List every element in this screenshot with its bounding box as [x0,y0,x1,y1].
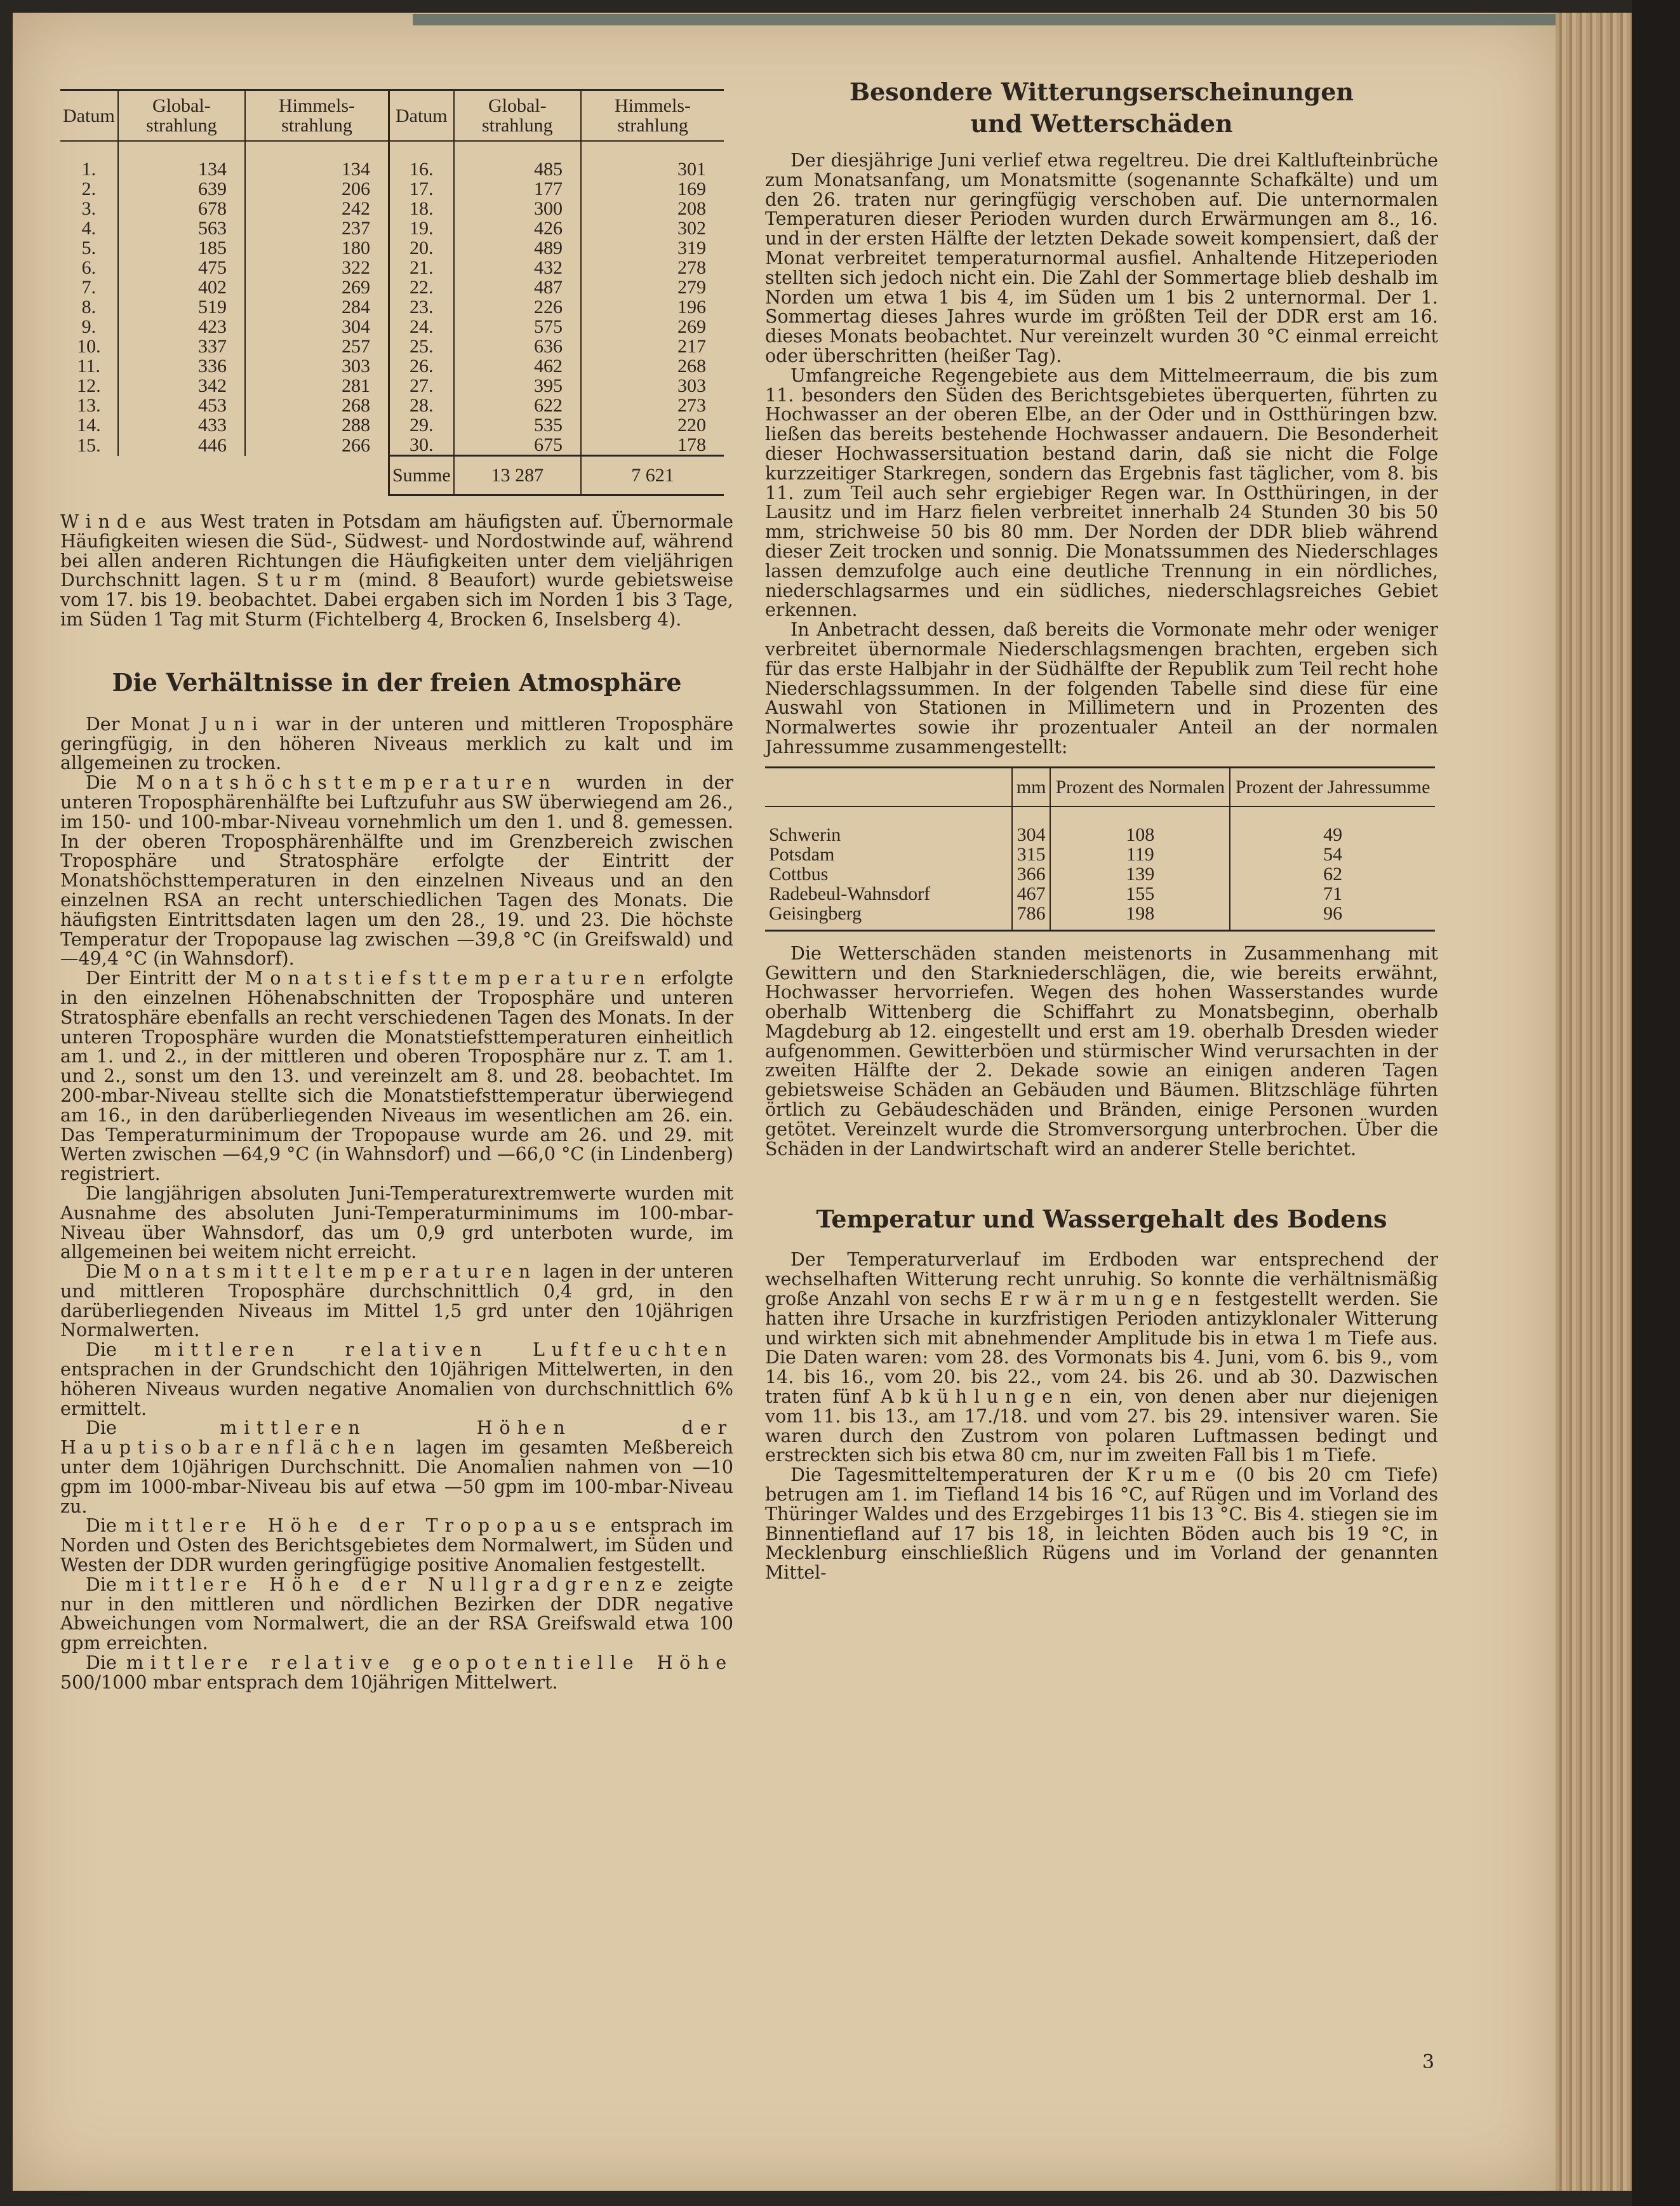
table-cell: 402 [118,277,245,297]
heading-boden: Temperatur und Wassergehalt des Bodens [816,1205,1387,1234]
table-cell: 10. [77,336,101,357]
table-row [60,297,724,317]
table-row [60,337,724,356]
table-cell: 20. [389,238,453,258]
text: Die [86,1261,123,1283]
table-row [60,415,724,435]
paragraph [765,1250,1438,1466]
table-cell: 257 [245,337,389,356]
table-row [60,199,724,218]
table-cell: 432 [454,258,581,277]
table-cell: 23. [389,297,453,317]
table-cell: 134 [118,141,245,179]
table-row [60,356,724,376]
paragraph: In Anbetracht dessen, daß bereits die Vormonate mehr oder weniger verbreitet übernormale Niederschlagsmengen brachten, ergeben sich für das erste Halbjahr in der Südhälfte der Republik zum Teil recht hohe Niederschlagssummen. In der folgenden Tabelle sind diese für eine Auswahl von Stationen in Millimetern und in Prozenten des Normalwertes sowie ihr prozentualer Anteil an der normalen Jahressumme zusammengestellt: [765,619,1438,758]
table-cell: 220 [581,415,724,435]
term-winde: Winde [60,511,153,532]
table-cell: 9. [81,316,97,337]
left-column [60,89,733,1693]
table-cell: 563 [118,218,245,238]
paragraph [60,1340,733,1419]
table-cell: 300 [454,199,581,218]
page-top-edge [413,14,1556,25]
table-cell: 336 [118,356,245,376]
table-cell: 108 [1050,806,1230,845]
table-row [60,435,724,456]
text: aus West traten in Potsdam am häufigsten auf. Übernormale Häufigkeiten wiesen die Süd-, Südwest- und Nordostwinde auf, während bei allen anderen Richtungen die Häufigkeiten unter dem vieljährigen Durchschnitt lagen. [60,511,733,591]
table-cell: 12. [77,375,101,396]
table-row [60,179,724,199]
table-cell: 337 [118,337,245,356]
table-cell: 281 [245,376,389,396]
table-cell: 49 [1230,806,1435,845]
col-datum: Datum [60,90,118,142]
table-cell: 25. [389,337,453,356]
table-cell: 786 [1012,904,1050,931]
text: war in der unteren und mittleren Troposphäre geringfügig, in den höheren Niveaus merklich zu kalt und im allgemeinen zu trocken. [60,713,733,774]
text: entsprachen in der Grundschicht den 10jährigen Mittelwerten, in den höheren Niveaus wurden negative Anomalien von durchschnittlich 6% ermittelt. [60,1359,733,1419]
table-cell: 284 [245,297,389,317]
table-cell: 3. [81,198,97,219]
table-cell: 426 [454,218,581,238]
text: Die [86,1515,125,1537]
sum-label: Summe [389,456,453,495]
text: Die [86,1417,220,1439]
station-name: Potsdam [769,843,835,865]
paragraph: Umfangreiche Regengebiete aus dem Mittelmeerraum, die bis zum 11. besonders den Süden des Berichtsgebietes überquerten, führten zu Hochwasser an der oberen Elbe, an der Oder und in Ostthüringen bzw. ließen das bereits bestehende Hochwasser andauern. Die Besonderheit dieser Hochwassersituation bestand darin, daß sie nicht die Folge kurzzeitiger Starkregen, sondern das Ergebnis fast täglicher, vom 8. bis 11. zum Teil auch sehr ergiebiger Regen war. In Ostthüringen, in der Lausitz und im Harz fielen verbreitet innerhalb 24 Stunden 30 bis 50 mm, strichweise 50 bis 80 mm. Der Norden der DDR blieb während dieser Zeit trocken und sonnig. Die Monatssummen des Niederschlages lassen demzufolge auch eine deutliche Trennung in ein nördliches, niederschlagsarmes und ein südliches, niederschlagsreiches Gebiet erkennen. [765,364,1438,621]
text: Die Tagesmitteltemperaturen der [790,1464,1127,1486]
wind-paragraph [60,512,733,630]
table-row [765,864,1435,884]
table-cell: 279 [581,277,724,297]
text: Die [86,772,137,794]
table-cell: 304 [1012,806,1050,845]
paragraph: Die langjährigen absoluten Juni-Temperaturextremwerte wurden mit Ausnahme des absoluten Juni-Temperaturminimums im 100-mbar-Niveau über Wahnsdorf, das um 0,9 grd unterboten wurde, im allgemeinen bei weitem nicht erreicht. [60,1182,733,1263]
col-datum-2: Datum [389,90,453,142]
table-cell: 13. [77,395,101,416]
page-stack-edge [1556,13,1632,2191]
table-cell: 1. [81,159,97,180]
table-cell: 366 [1012,864,1050,884]
table-cell: 301 [581,141,724,179]
table-cell: 16. [389,141,453,179]
col-station [765,767,1012,806]
table-cell: 19. [389,218,453,238]
table-cell: 119 [1050,845,1230,864]
term-erwaermungen: Erwärmungen [999,1288,1207,1310]
col-global-2: Global-strahlung [454,90,581,142]
table-row [60,317,724,337]
term: mittleren relativen Luftfeuchten [154,1339,733,1361]
table-cell: 622 [454,396,581,415]
text: entsprach im Norden und Osten des Berichtsgebietes dem Normalwert, im Süden und Westen der DDR wurden geringfügige positive Anomalien festgestellt. [60,1515,733,1576]
term-sturm: Sturm [257,570,349,591]
table-cell: 489 [454,238,581,258]
table-cell: 7. [81,277,97,298]
table-cell: 15. [77,434,101,456]
station-name: Schwerin [769,824,841,845]
table-cell: 678 [118,199,245,218]
term: mittleren Höhen der Hauptisobarenflächen [60,1417,733,1459]
text: zeigte nur in den mittleren und nördlichen Bezirken der DDR negative Abweichungen vom Normalwert, die an der RSA Greifswald etwa 100 gpm erreichten. [60,1574,733,1654]
paragraph [60,1516,733,1575]
table-cell: 675 [454,435,581,456]
table-cell: 462 [454,356,581,376]
text: lagen im gesamten Meßbereich unter dem 10jährigen Durchschnitt. Die Anomalien nahmen von —10 gpm im 1000-mbar-Niveau bis auf etwa —50 gpm im 100-mbar-Niveau zu. [60,1437,733,1517]
term: Monatstiefsttemperaturen [244,968,652,989]
text: Der Eintritt der [86,968,245,989]
table-cell: 2. [81,178,97,199]
text: ein, von denen aber nur diejenigen vom 11. bis 13., am 17./18. und vom 27. bis 29. intensiver waren. Sie waren durch den Zustrom von polaren Luftmassen bedingt und erstreckten sich bis etwa 80 cm, nur im zweiten Fall bis 1 m Tiefe. [765,1386,1438,1466]
table-cell: 242 [245,199,389,218]
table-cell: 226 [454,297,581,317]
heading-witterung: Besondere Witterungserscheinungen [849,77,1354,106]
sum-himmel: 7 621 [581,456,724,495]
table-row [60,396,724,415]
paragraph: Die Wetterschäden standen meistenorts in Zusammenhang mit Gewittern und den Starkniederschlägen, die, wie bereits erwähnt, Hochwasser hervorriefen. Wegen des hohen Wasserstandes wurde oberhalb Wittenberg die Schiffahrt zu Monatsbeginn, oberhalb Magdeburg ab 12. eingestellt und erst am 19. oberhalb Dresden wieder aufgenommen. Gewitterböen und stürmischer Wind verursachten in der zweiten Hälfte der 2. Dekade sowie an einigen anderen Tagen gebietsweise Schäden an Gebäuden und Bäumen. Blitzschläge führten örtlich zu Gebäudeschäden und Bränden, einige Personen wurden getötet. Vereinzelt wurde die Stromversorgung unterbrochen. Über die Schäden in der Landwirtschaft wird an anderer Stelle berichtet. [765,942,1438,1160]
table-cell: 433 [118,415,245,435]
table-cell: 28. [389,396,453,415]
text: 500/1000 mbar entsprach dem 10jährigen Mittelwert. [60,1671,558,1693]
table-cell: 237 [245,218,389,238]
table-cell: 4. [81,218,97,239]
table-cell: 6. [81,257,97,278]
paragraph [60,715,733,773]
term: Monatsmitteltemperaturen [123,1261,538,1283]
table-cell: 395 [454,376,581,396]
heading-wetterschaeden: und Wetterschäden [970,109,1233,138]
text: Der Temperaturverlauf im Erdboden war entsprechend der wechselhaften Witterung recht unruhig. So konnte die verhältnismäßig große Anzahl von sechs [765,1249,1438,1310]
text: Die [86,1574,126,1595]
table-cell: 96 [1230,904,1435,931]
col-global: Global-strahlung [118,90,245,142]
station-name: Geisingberg [765,904,1012,931]
paragraph [60,1419,733,1516]
table-cell: 475 [118,258,245,277]
table-cell: 29. [389,415,453,435]
term: Monatshöchsttemperaturen [136,772,557,794]
table-cell: 467 [1012,884,1050,904]
table-cell: 177 [454,179,581,199]
radiation-table-body [60,141,724,495]
col-prozent-jahr: Prozent der Jahressumme [1230,767,1435,806]
table-cell: 487 [454,277,581,297]
station-name: Radebeul-Wahnsdorf [769,883,931,904]
text: Der Monat [86,713,201,735]
paragraph [60,1575,733,1654]
term-krume: Krume [1126,1464,1223,1486]
text: wurden in der unteren Troposphärenhälfte bei Luftzufuhr aus SW überwiegend am 26., im 150- und 100-mbar-Niveau vornehmlich um den 1. und 8. gemessen. In der oberen Troposphärenhälfte und im Grenzbereich zwischen Troposphäre und Stratosphäre erfolgte der Eintritt der Monatshöchsttemperaturen in den einzelnen Niveaus und an den einzelnen RSA an recht unterschiedlichen Tagen des Monats. Die häufigsten Eintrittsdaten lagen um den 28., 19. und 23. Die höchste Temperatur der Tropopause lag zwischen —39,8 °C (in Greifswald) und —49,4 °C (in Wahnsdorf). [60,772,733,970]
table-row [60,141,724,179]
table-row [765,904,1435,931]
table-cell: 139 [1050,864,1230,884]
table-row [765,845,1435,864]
table-cell: 54 [1230,845,1435,864]
table-cell: 453 [118,396,245,415]
table-row [60,238,724,258]
table-cell: 423 [118,317,245,337]
table-cell: 269 [581,317,724,337]
col-himmel: Himmels-strahlung [245,90,389,142]
paragraph [765,1466,1438,1583]
paragraph [60,1654,733,1693]
table-cell: 269 [245,277,389,297]
table-cell: 266 [245,435,389,456]
col-himmel-2: Himmels-strahlung [581,90,724,142]
table-row [765,884,1435,904]
table-cell: 268 [581,356,724,376]
table-cell: 303 [581,376,724,396]
table-cell: 22. [389,277,453,297]
table-cell: 26. [389,356,453,376]
table-cell: 268 [245,396,389,415]
table-cell: 302 [581,218,724,238]
text: festgestellt werden. Sie hatten ihre Ursache in kurzfristigen Perioden antizyklonaler Witterung und wirkten sich mit abnehmender Amplitude bis in etwa 1 m Tiefe aus. Die Daten waren: vom 28. des Vormonats bis 4. Juni, vom 6. bis 9., vom 14. bis 16., vom 20. bis 22., vom 24. bis 26. und ab 30. Dazwischen traten fünf [765,1288,1438,1408]
term: Juni [200,713,265,735]
empty-cell [60,456,118,495]
term-abkuehlungen: Abkühlungen [880,1386,1079,1408]
page-number: 3 [1422,2051,1435,2073]
table-cell: 208 [581,199,724,218]
table-cell: 206 [245,179,389,199]
text: Die [86,1339,154,1361]
table-cell: 134 [245,141,389,179]
table-cell: 5. [81,237,97,258]
text: Die [86,1652,127,1674]
table-cell: 303 [245,356,389,376]
table-cell: 278 [581,258,724,277]
table-cell: 535 [454,415,581,435]
text: lagen in der unteren und mittleren Troposphäre durchschnittlich 0,4 grd, in den darüberliegenden Niveaus im Mittel 1,5 grd unter den 10jährigen Normalwerten. [60,1261,734,1341]
paragraph [60,1262,733,1340]
table-cell: 11. [77,356,101,377]
table-cell: 30. [389,435,453,456]
table-cell: 288 [245,415,389,435]
precipitation-table [765,766,1435,932]
table-row [60,277,724,297]
table-cell: 196 [581,297,724,317]
table-cell: 71 [1230,884,1435,904]
text: erfolgte in den einzelnen Höhenabschnitten der Troposphäre und unteren Stratosphäre ebenfalls an recht verschiedenen Tagen des Monats. In der unteren Troposphäre wurden die Monatstiefsttemperaturen einheitlich am 1. und 2., in der mittleren und oberen Troposphäre nur z. T. am 1. und 2., sonst um den 13. und vereinzelt am 8. und 28. beobachtet. Im 200-mbar-Niveau stellte sich die Monatstiefsttemperatur überwiegend am 16., in den darüberliegenden Niveaus im wesentlichen am 26. ein. Das Temperaturminimum der Tropopause wurde am 26. und 29. mit Werten zwischen —64,9 °C (in Wahnsdorf) und —66,0 °C (in Lindenberg) registriert. [60,968,734,1185]
table-cell: 14. [77,415,101,436]
table-cell: 217 [581,337,724,356]
table-cell: 639 [118,179,245,199]
table-cell: 62 [1230,864,1435,884]
table-cell: 322 [245,258,389,277]
table-row [60,218,724,238]
paragraph [60,773,733,969]
table-cell: 24. [389,317,453,337]
table-cell: 155 [1050,884,1230,904]
table-cell: 198 [1050,904,1230,931]
heading-atmosphere: Die Verhältnisse in der freien Atmosphäre [112,667,682,697]
table-cell: 485 [454,141,581,179]
table-row [60,376,724,396]
paragraph [60,969,733,1184]
table-cell: 180 [245,238,389,258]
table-cell: 169 [581,179,724,199]
table-row [765,806,1435,845]
table-cell: 178 [581,435,724,456]
table-cell: 21. [389,258,453,277]
table-cell: 18. [389,199,453,218]
sum-row [60,456,724,495]
precipitation-table-body [765,806,1435,931]
table-cell: 519 [118,297,245,317]
table-cell: 304 [245,317,389,337]
table-cell: 636 [454,337,581,356]
station-name: Cottbus [769,863,829,885]
table-cell: 273 [581,396,724,415]
term: mittlere Höhe der Tropopause [124,1515,603,1537]
col-mm: mm [1012,767,1050,806]
table-cell: 575 [454,317,581,337]
term: mittlere relative geopotentielle Höhe [126,1652,734,1674]
table-cell: 319 [581,238,724,258]
empty-cell [118,456,245,495]
table-cell: 315 [1012,845,1050,864]
table-row [60,258,724,277]
paragraph: Der diesjährige Juni verlief etwa regeltreu. Die drei Kaltlufteinbrüche zum Monatsanfang, um Monatsmitte (sogenannte Schafkälte) und um den 26. traten nur geringfügig verschoben auf. Die unternormalen Temperaturen dieser Perioden wurden durch Erwärmungen am 8., 16. und in der ersten Hälfte der letzten Dekade soweit kompensiert, daß der Monat verbreitet temperaturnormal ausfiel. Anhaltende Hitzeperioden stellten sich jedoch nicht ein. Die Zahl der Sommertage blieb deshalb im Norden um etwa 1 bis 4, im Süden um 1 bis 2 unternormal. Der 1. Sommertag dieses Jahres wurde im größten Teil der DDR erst am 16. dieses Monats beobachtet. Nur vereinzelt wurden 30 °C einmal erreicht oder überschritten (heißer Tag). [765,150,1438,366]
term: mittlere Höhe der Nullgradgrenze [125,1574,669,1595]
table-cell: 185 [118,238,245,258]
table-cell: 17. [389,179,453,199]
empty-cell [245,456,389,495]
text: (mind. 8 Beaufort) wurde gebietsweise vom 17. bis 19. beobachtet. Dabei ergaben sich im Norden 1 bis 3 Tage, im Süden 1 Tag mit Sturm (Fichtelberg 4, Brocken 6, Inselsberg 4). [60,570,734,630]
table-cell: 446 [118,435,245,456]
sum-global: 13 287 [454,456,581,495]
table-cell: 8. [81,297,97,318]
text: (0 bis 20 cm Tiefe) betrugen am 1. im Tiefland 14 bis 16 °C, auf Rügen und im Vorland des Thüringer Waldes und des Erzgebirges 11 bis 13 °C. Bis 4. stiegen sie im Binnentiefland auf 17 bis 18, in leichten Böden auch bis 19 °C, in Mecklenburg einschließlich Rügens und im Vorland der genannten Mittel- [765,1464,1438,1584]
col-prozent-normal: Prozent des Normalen [1050,767,1230,806]
table-cell: 342 [118,376,245,396]
radiation-table [60,89,724,496]
book-binding [1632,0,1680,2206]
table-cell: 27. [389,376,453,396]
right-column [765,76,1438,1583]
